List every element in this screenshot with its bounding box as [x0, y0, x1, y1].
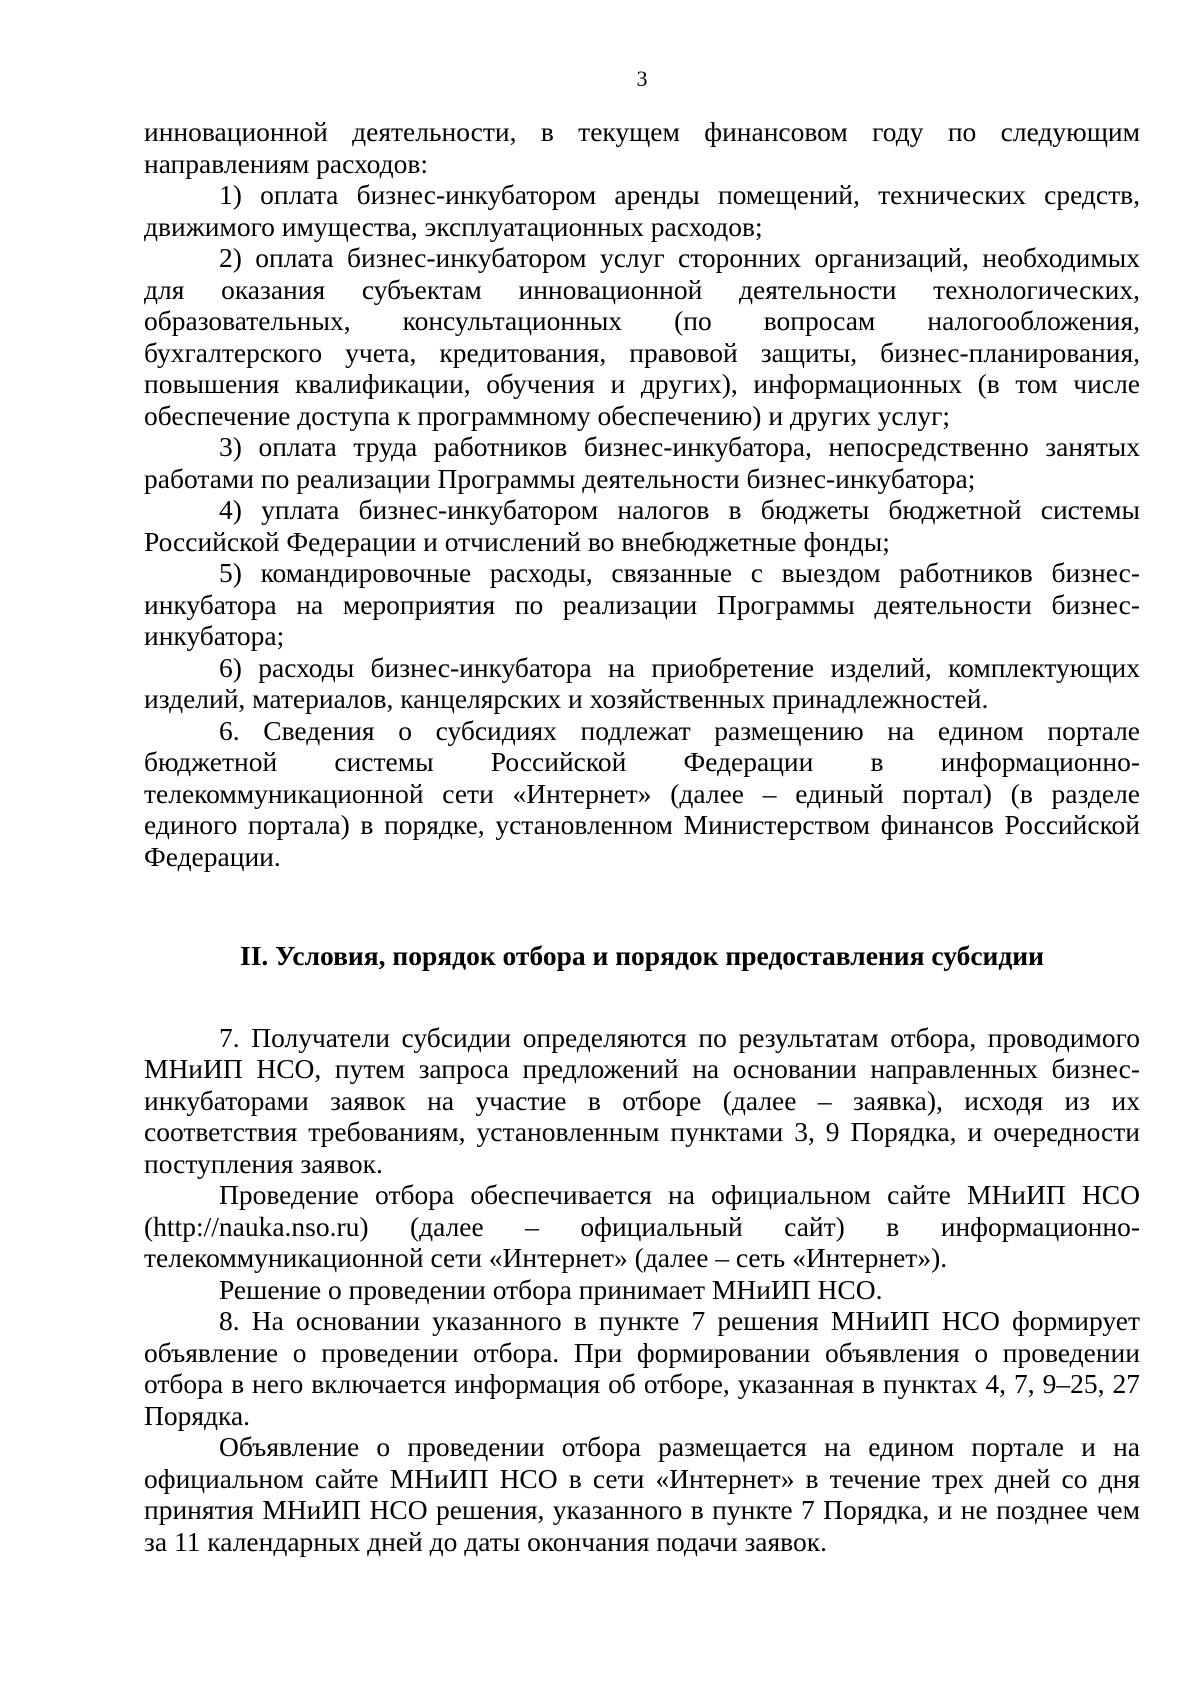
paragraph-selection-site: Проведение отбора обеспечивается на официальном сайте МНиИП НСО (http://nauka.nso.ru) (далее – официальный сайт) в информационно-телекоммуникационной сети «Интернет» (далее – сеть «Интернет»).	[144, 1179, 1140, 1273]
paragraph-announcement: Объявление о проведении отбора размещается на едином портале и на официальном сайте МНиИП НСО в сети «Интернет» в течение трех дней со дня принятия МНиИП НСО решения, указанного в пункте 7 Порядка, и не позднее чем за 11 календарных дней до даты окончания подачи заявок.	[144, 1431, 1140, 1557]
page-number: 3	[636, 66, 648, 91]
list-item-1: 1) оплата бизнес-инкубатором аренды помещений, технических средств, движимого имущества, эксплуатационных расходов;	[144, 179, 1140, 242]
paragraph-continuation: инновационной деятельности, в текущем финансовом году по следующим направлениям расходов:	[144, 116, 1140, 179]
list-item-4: 4) уплата бизнес-инкубатором налогов в бюджеты бюджетной системы Российской Федерации и отчислений во внебюджетные фонды;	[144, 494, 1140, 557]
clause-7: 7. Получатели субсидии определяются по результатам отбора, проводимого МНиИП НСО, путем запроса предложений на основании направленных бизнес-инкубаторами заявок на участие в отборе (далее – заявка), исходя из их соответствия требованиям, установленным пунктами 3, 9 Порядка, и очередности поступления заявок.	[144, 1021, 1140, 1179]
clause-6: 6. Сведения о субсидиях подлежат размещению на едином портале бюджетной системы Российской Федерации в информационно-телекоммуникационной сети «Интернет» (далее – единый портал) (в разделе единого портала) в порядке, установленном Министерством финансов Российской Федерации.	[144, 714, 1140, 872]
section-heading: II. Условия, порядок отбора и порядок предоставления субсидии	[240, 940, 1044, 971]
list-item-2: 2) оплата бизнес-инкубатором услуг сторонних организаций, необходимых для оказания субъектам инновационной деятельности технологических, образовательных, консультационных (по вопросам налогообложения, бухгалтерского учета, кредитования, правовой защиты, бизнес-планирования, повышения квалификации, обучения и других), информационных (в том числе обеспечение доступа к программному обеспечению) и других услуг;	[144, 242, 1140, 431]
paragraph-selection-decision: Решение о проведении отбора принимает МНиИП НСО.	[219, 1273, 883, 1305]
document-body	[144, 116, 1140, 1557]
list-item-5: 5) командировочные расходы, связанные с выездом работников бизнес-инкубатора на мероприятия по реализации Программы деятельности бизнес-инкубатора;	[144, 557, 1140, 651]
list-item-3: 3) оплата труда работников бизнес-инкубатора, непосредственно занятых работами по реализации Программы деятельности бизнес-инкубатора;	[144, 431, 1140, 494]
list-item-6: 6) расходы бизнес-инкубатора на приобретение изделий, комплектующих изделий, материалов, канцелярских и хозяйственных принадлежностей.	[144, 651, 1140, 714]
clause-8: 8. На основании указанного в пункте 7 решения МНиИП НСО формирует объявление о проведении отбора. При формировании объявления о проведении отбора в него включается информация об отборе, указанная в пунктах 4, 7, 9–25, 27 Порядка.	[144, 1305, 1140, 1431]
